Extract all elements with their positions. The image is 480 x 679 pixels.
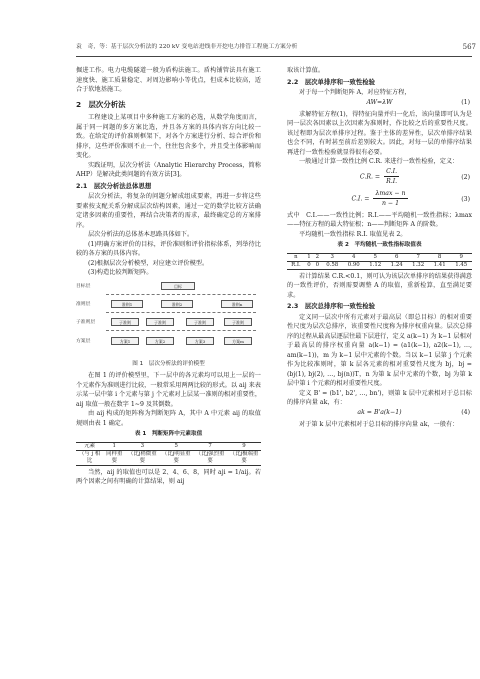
table-header-cell: n xyxy=(287,253,305,261)
subcriterion-box: 子准则 xyxy=(146,318,174,326)
paragraph: 若计算结果 C.R.<0.1，则可认为该层次单排序的结果获得满意的一致性评价，否则需要调整 A 的取值，重新检算，直至满足要求。 xyxy=(287,272,472,299)
subcriterion-box: 子准则 xyxy=(111,318,139,326)
table-cell: 1.41 xyxy=(429,261,450,269)
table-header-cell: 2 xyxy=(313,253,321,261)
table-header-cell: 5 xyxy=(364,253,385,261)
table-header-cell: 8 xyxy=(429,253,450,261)
plan-box: 方案m xyxy=(224,337,252,345)
plan-box: 方案3 xyxy=(186,337,214,345)
level-label: 目标层 xyxy=(76,283,91,289)
judgment-table xyxy=(76,442,261,466)
table-header-cell: 1 xyxy=(305,253,313,261)
equation-3: C.I. = $\frac{\lambda\max - n}{n - 1}$ (3) xyxy=(351,189,470,207)
table-header-cell: 5 xyxy=(159,442,193,450)
paragraph: 定义 B' = (b1', b2', …, bn')，则第 k 层中元素相对于总目标的排序向量 ak，有： xyxy=(287,389,472,406)
table-header-cell: 7 xyxy=(407,253,428,261)
paragraph: 求解特征方程(1)，得特征向量并归一化后，该向量即可认为是同一层次各因素以上次因素为准则时，作比较之后的重要性尺度。该过程即为层次单排序过程。鉴于主体的差异性，层次单排序结果也会不同，有时甚至前后差别较大。因此，对每一层的单排序结果再进行一致性检验就显得很有必要。 xyxy=(287,110,472,156)
criterion-box: 准则1 xyxy=(111,300,143,308)
plan-box: 方案1 xyxy=(111,337,139,345)
paragraph: 平均随机一致性指标 R.I. 取值见表 2。 xyxy=(299,230,407,238)
table-cell: 0.58 xyxy=(321,261,342,269)
paragraph: 当然，aij 的取值也可以是 2、4、6、8，同时 aji = 1/aij。若两个因素之间有明确的计算结果，则 aij xyxy=(76,468,261,485)
list-item: (2)根据层次分析模型，对应建立评价模型。 xyxy=(88,259,209,267)
equation-2: C.R. = $\frac{C.I.}{R.I.}$ (2) xyxy=(359,167,470,185)
table-caption: 表 1 判断矩阵中元素取值 xyxy=(134,431,203,437)
table-header-cell: 9 xyxy=(227,442,261,450)
table-cell: 1.45 xyxy=(450,261,472,269)
table-cell: （比j极端重要 xyxy=(227,450,261,465)
list-item: (3)构造比较判断矩阵。 xyxy=(88,269,153,276)
paragraph: 一般通过计算一致性比例 C.R. 来进行一致性检验，定义： xyxy=(299,158,459,165)
header-rule xyxy=(76,56,472,57)
header-title: 袁 奇，等：基于层次分析法的 220 kV 变电站进线非开挖电力排管工程施工方案分析 xyxy=(76,44,298,50)
divider xyxy=(106,312,256,313)
table-header-cell: 6 xyxy=(386,253,407,261)
table-cell: 1.24 xyxy=(386,261,407,269)
table-cell: （比j强烈重要 xyxy=(193,450,227,465)
divider xyxy=(106,330,256,331)
table-header-cell: 9 xyxy=(450,253,472,261)
table-cell: 0.90 xyxy=(343,261,364,269)
table-header-cell: 7 xyxy=(193,442,227,450)
table-header-cell: 3 xyxy=(125,442,159,450)
level-label: 准则层 xyxy=(76,301,91,307)
criterion-box: 准则n xyxy=(221,300,253,308)
level-label: 方案层 xyxy=(76,338,91,344)
hierarchy-figure xyxy=(76,280,261,358)
table-cell: （比j明显重要 xyxy=(159,450,193,465)
paragraph: 层次分析法，将复杂的问题分解成组成要素，再进一步将这些要素按支配关系分解成层次结构因素，通过一定的数学比较方法确定诸多因素的重要性，再结合决策者的需求，最终确定总的方案排序。 xyxy=(76,193,261,229)
subsection-heading: 2.1 层次分析法总体思想 xyxy=(76,181,152,190)
paragraph: 工程建设上某项目中多种施工方案的必选，从数学角度而言，属于同一问题的多方案比选，并且各方案的具体内容方向比较一致。在给定的评价准则框架下，对各个方案进行分析、综合评价和排序，这些评价准则不止一个，往往包含多个，并且受主体影响而变化。 xyxy=(76,114,261,159)
section-heading: 2 层次分析法 xyxy=(76,99,126,109)
right-column xyxy=(287,66,472,429)
table-cell: 1.32 xyxy=(407,261,428,269)
figure-caption: 图 1 层次分析法的评价模型 xyxy=(132,360,205,367)
left-column xyxy=(76,66,261,487)
table-cell: R.I. xyxy=(287,261,305,269)
subcriterion-box: 子准则 xyxy=(224,318,252,326)
list-item: (1)明确方案评价的目标，评价准则和评价指标体系，列举待比较的各方案的具体内容。 xyxy=(76,240,261,257)
table-cell: 1.12 xyxy=(364,261,385,269)
table-cell: （与 j 相比 xyxy=(76,450,103,465)
paragraph: 式中 C.I.——一致性比例；R.I.——平均随机一致性指标；λmax——特征方程的最大特征根；n——判断矩阵 A 的阶数。 xyxy=(287,211,472,228)
table-cell: 同样重要 xyxy=(103,450,125,465)
table-header-cell: 1 xyxy=(103,442,125,450)
equation-4: ak = B'a(k−1) (4) xyxy=(357,408,470,416)
paragraph: 掘进工作。电力电缆隧道一般为盾构法施工。盾构铺管法具有施工速度快、施工质量稳定、对周边影响小等优点，但成本比较高，适合于软地基施工。 xyxy=(76,67,261,93)
paragraph: 对于每一个判断矩阵 A，对应特征方程， xyxy=(299,89,411,96)
paragraph: 由 aij 构成的矩阵称为判断矩阵 A，其中 A 中元素 aij 的取值规则由表 1 确定。 xyxy=(76,410,261,427)
level-label: 子准则层 xyxy=(76,319,96,325)
divider xyxy=(106,294,256,295)
table-cell: （比j稍微重要 xyxy=(125,450,159,465)
subcriterion-box: 子准则 xyxy=(186,318,214,326)
goal-box: 目标 xyxy=(161,282,195,290)
table-cell: 0 xyxy=(313,261,321,269)
page-number: 567 xyxy=(462,43,476,51)
subsection-heading: 2.3 层次总排序和一致性检验 xyxy=(287,302,376,310)
paragraph: 实践证明，层次分析法（Analytic Hierarchy Process，简称 AHP）是解决此类问题的有效方法[3]。 xyxy=(76,161,261,178)
table-cell: 0 xyxy=(305,261,313,269)
paragraph: 在图 1 的评价模型里，下一层中的各元素均可以用上一层的一个元素作为准则进行比较，一般常采用两两比较的形式。以 aij 来表示某一层中第 i 个元素与第 j 个元素对上层某一准则的相对重要性，aij 取值一般在数字 1~9 及其倒数。 xyxy=(76,372,262,408)
table-header-cell: 3 xyxy=(321,253,342,261)
table-header-cell: 4 xyxy=(343,253,364,261)
running-header xyxy=(76,43,476,53)
table-header-cell: 元素 xyxy=(76,442,103,450)
equation-1: AW=λW (1) xyxy=(366,98,470,106)
paragraph: 定义同一层次中所有元素对于最高层（即总目标）的相对重要性尺度为层次总排序，该重要性尺度称为排序权重向量。层次总排序的过程从最高层逐层往最下层进行，定义 a(k−1) 为 k−1 层相对于最高层的排序权重向量 a(k−1) = (a1(k−1), a2(k−1), …, am(k−1))，m 为 k−1 层中元素的个数。当以 k−1 层第 j 个元素作为比较准则时，第 k 层各元素的相对重要性尺度为 bj，bj = (bj(1), bj(2), …, bj(n))T，n 为第 k 层中元素的个数，bj 为第 k 层中第 i 个元素的相对重要性尺度。 xyxy=(287,313,472,387)
paragraph: 层次分析法的总体基本思路具体如下。 xyxy=(88,231,194,238)
table-caption: 表 2 平均随机一致性指标取值表 xyxy=(337,242,422,248)
subsection-heading: 2.2 层次单排序和一致性检验 xyxy=(287,77,376,86)
ri-table xyxy=(287,253,472,270)
paragraph: 对于第 k 层中元素相对于总目标的排序向量 ak，一般有： xyxy=(299,420,459,428)
plan-box: 方案2 xyxy=(146,337,174,345)
paragraph: 取该计算值。 xyxy=(287,67,325,74)
criterion-box: 准则2 xyxy=(161,300,193,308)
